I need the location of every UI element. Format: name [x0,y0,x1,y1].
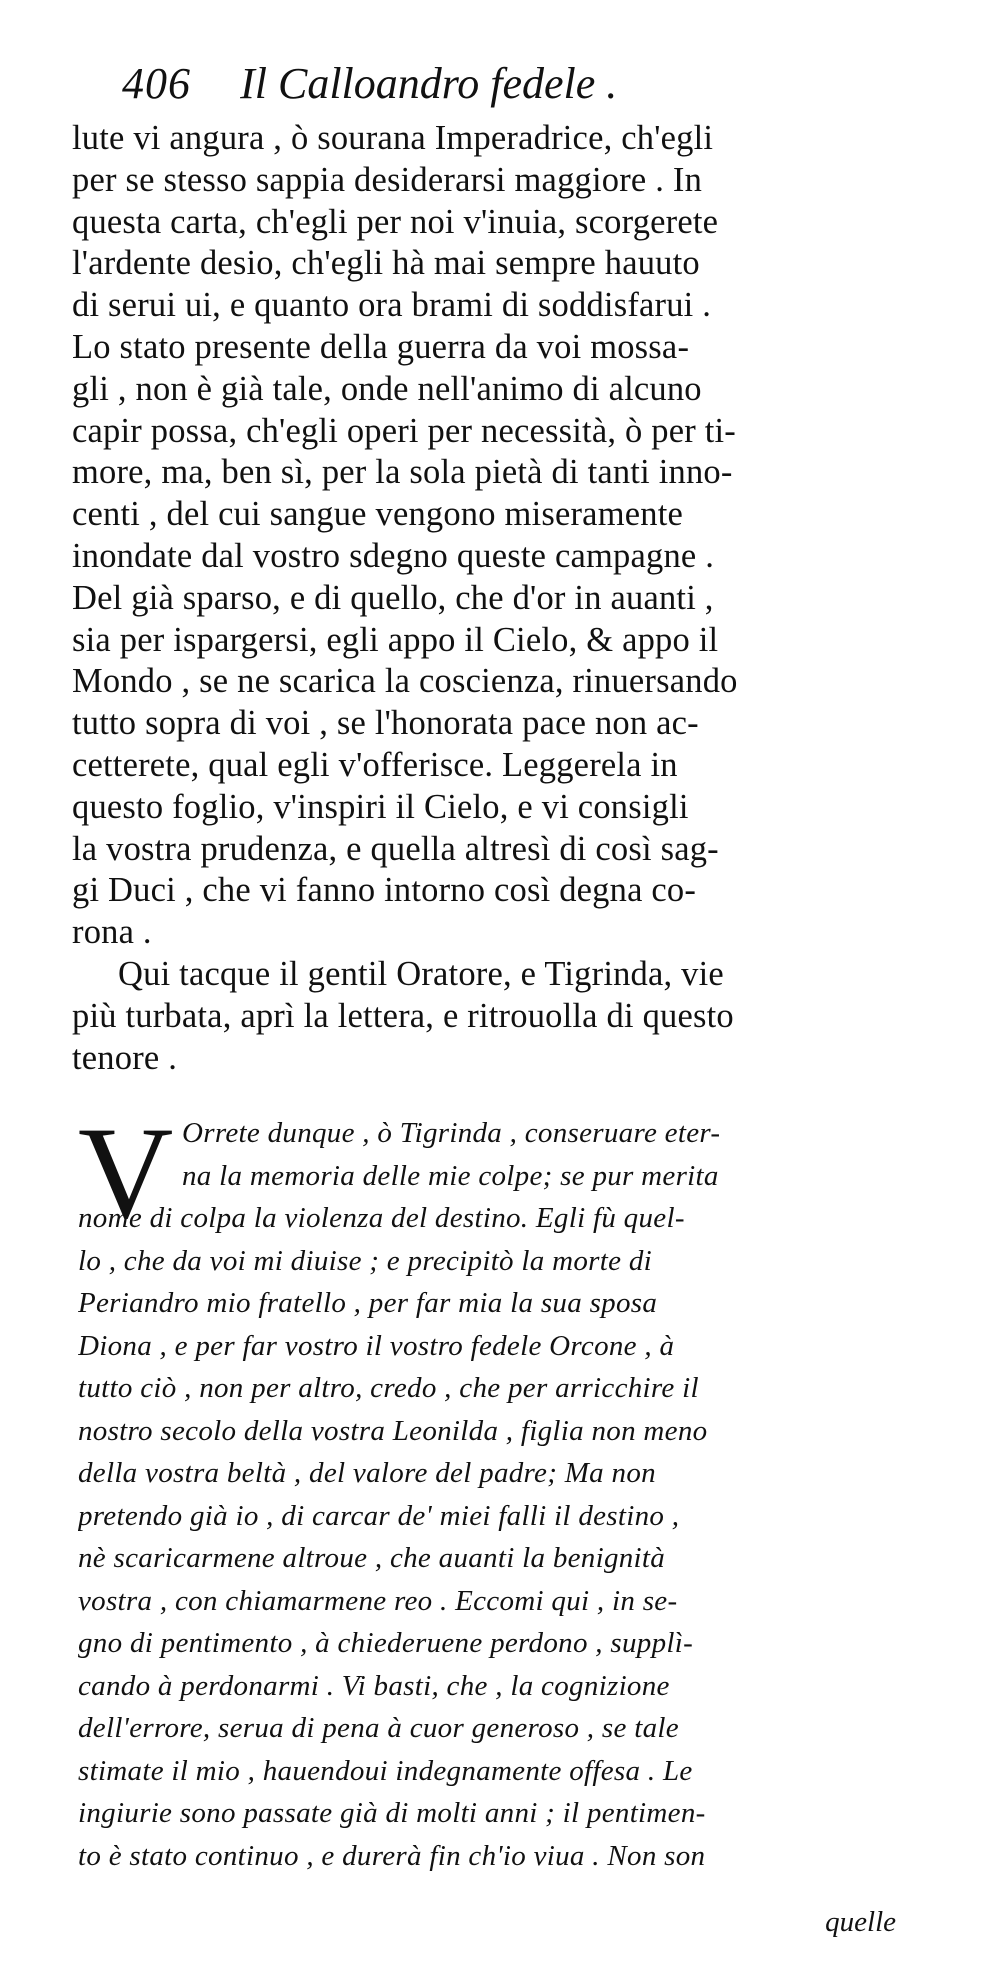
text-line: capir possa, ch'egli operi per necessità, ò per ti- [72,411,736,450]
text-line: più turbata, aprì la lettera, e ritrouolla di questo [72,996,734,1035]
text-line: gi Duci , che vi fanno intorno così degna co- [72,871,697,910]
text-line: tenore . [72,1038,178,1077]
page-number: 406 [122,59,191,108]
letter-line: ingiurie sono passate già di molti anni ; il pentimen- [78,1797,706,1829]
text-line: lute vi angura , ò sourana Imperadrice, ch'egli [72,119,714,157]
letter-line: to è stato continuo , e durerà fin ch'io viua . Non son [78,1839,706,1872]
text-line: cetterete, qual egli v'offerisce. Leggerela in [72,745,678,784]
drop-cap: V [78,1099,174,1246]
letter-line: tutto ciò , non per altro, credo , che per arricchire il [78,1372,699,1404]
letter-line: della vostra beltà , del valore del padre; Ma non [78,1457,656,1489]
text-line: rona . [72,913,152,952]
letter-line: Diona , e per far vostro il vostro fedele Orcone , à [78,1329,675,1362]
text-line: more, ma, ben sì, per la sola pietà di tanti inno- [72,453,733,492]
text-line: inondate dal vostro sdegno queste campagne . [72,536,715,575]
letter-line: lo , che da voi mi diuise ; e precipitò la morte di [78,1244,652,1277]
letter-line: nome di colpa la violenza del destino. Egli fù quel- [78,1202,685,1234]
paragraph-first-line: Qui tacque il gentil Oratore, e Tigrinda, vie [118,954,724,993]
text-line: Del già sparso, e di quello, che d'or in auanti , [72,578,714,617]
letter-line: nè scaricarmene altroue , che auanti la benignità [78,1542,666,1574]
text-line: sia per ispargersi, egli appo il Cielo, & appo il [72,620,719,659]
text-line: di serui ui, e quanto ora brami di soddisfarui . [72,286,712,325]
letter-line: Orrete dunque , ò Tigrinda , conseruare eter- [182,1117,721,1149]
letter-line: Periandro mio fratello , per far mia la sua sposa [78,1287,658,1319]
letter-line: gno di pentimento , à chiederuene perdono , supplì- [78,1627,694,1659]
text-line: centi , del cui sangue vengono miseramente [72,495,683,534]
text-line: per se stesso sappia desiderarsi maggiore . In [72,160,703,199]
text-line: questo foglio, v'inspiri il Cielo, e vi consigli [72,787,689,826]
letter-text [78,1099,938,1877]
text-line: la vostra prudenza, e quella altresì di così sag- [72,829,719,868]
letter-line: dell'errore, serua di pena à cuor generoso , se tale [78,1712,679,1744]
text-line: tutto sopra di voi , se l'honorata pace non ac- [72,704,699,743]
letter-line: pretendo già io , di carcar de' miei falli il destino , [78,1499,680,1532]
letter-line: nostro secolo della vostra Leonilda , figlia non meno [78,1414,708,1447]
text-line: l'ardente desio, ch'egli hà mai sempre hauuto [72,244,700,283]
text-line: Mondo , se ne scarica la coscienza, rinuersando [72,662,738,701]
page-header [122,58,922,118]
letter-line: vostra , con chiamarmene reo . Eccomi qui , in se- [78,1584,678,1617]
text-line: Lo stato presente della guerra da voi mossa- [72,327,690,366]
letter-line: stimate il mio , hauendoui indegnamente offesa . Le [78,1754,693,1787]
running-title: Il Calloandro fedele . [240,59,618,108]
catchword: quelle [825,1906,896,1938]
text-line: gli , non è già tale, onde nell'animo di alcuno [72,369,702,408]
oration-text [72,118,932,1079]
letter-line: cando à perdonarmi . Vi basti, che , la cognizione [78,1669,670,1702]
text-line: questa carta, ch'egli per noi v'inuia, scorgerete [72,202,719,241]
letter-line: na la memoria delle mie colpe; se pur merita [182,1159,719,1192]
